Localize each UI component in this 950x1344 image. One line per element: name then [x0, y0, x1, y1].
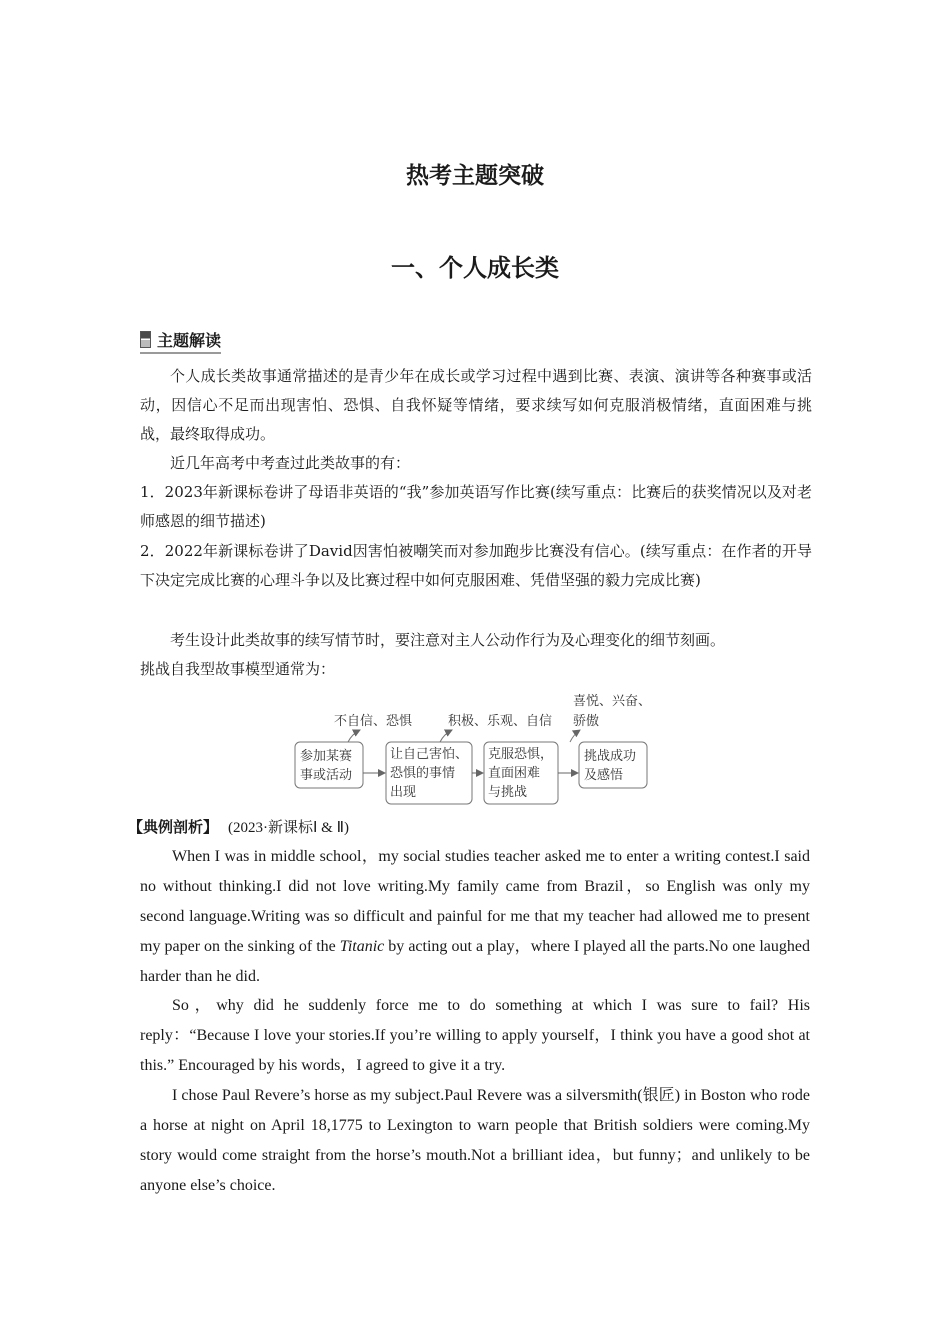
passage-p1-after: by acting out a play，where I played all the parts.No one laughed harder than he did. [140, 938, 810, 985]
example-source: (2023·新课标Ⅰ & Ⅱ) [228, 820, 349, 836]
exam-item-1: 1．2023年新课标卷讲了母语非英语的“我”参加英语写作比赛(续写重点：比赛后的获奖情况以及对老师感恩的细节描述) [140, 483, 812, 530]
example-label [128, 815, 349, 840]
emotion-connector-1 [348, 730, 360, 742]
sub-heading-label: 主题解读 [157, 330, 222, 350]
model-box-4-line-1: 挑战成功 [584, 749, 637, 764]
exam-item-2: 2．2022年新课标卷讲了David因害怕被嘲笑而对参加跑步比赛没有信心。(续写重点：在作者的开导下决定完成比赛的心理斗争以及比赛过程中如何克服困难、凭借坚强的毅力完成比赛) [140, 542, 812, 589]
model-box-1-line-2: 事或活动 [300, 768, 353, 783]
model-box-2-line-3: 出现 [390, 785, 417, 800]
model-box-3-line-3: 与挑战 [488, 785, 528, 800]
intro-paragraph: 个人成长类故事通常描述的是青少年在成长或学习过程中遇到比赛、表演、演讲等各种赛事或活动，因信心不足而出现害怕、恐惧、自我怀疑等情绪，要求续写如何克服消极情绪，直面困难与挑战，最终取得成功。 [140, 367, 812, 443]
emotion-label-2: 积极、乐观、自信 [448, 714, 553, 729]
square-bullet-icon [140, 331, 151, 348]
writing-tip: 考生设计此类故事的续写情节时，要注意对主人公动作行为及心理变化的细节刻画。 [170, 631, 726, 649]
emotion-connector-3 [570, 730, 580, 742]
example-label-title: 【典例剖析】 [128, 818, 219, 836]
page-title: 热考主题突破 [406, 163, 544, 189]
section-title: 一、个人成长类 [391, 254, 559, 282]
model-box-3-line-2: 直面困难 [488, 766, 541, 781]
model-box-2-line-1: 让自己害怕、 [390, 747, 469, 762]
sub-heading [140, 327, 221, 354]
passage-paragraph-1 [140, 842, 810, 992]
emotion-connector-2 [440, 730, 452, 742]
passage-paragraph-2: So，why did he suddenly force me to do something at which I was sure to fail? His reply：“Because I love your stories.If you’re willing to apply yourself，I think you have a good shot at this.” Encouraged by his words，I agreed to give it a try. [140, 997, 810, 1074]
story-model-diagram [290, 690, 670, 808]
emotion-label-3a: 喜悦、兴奋、 [573, 694, 652, 709]
emotion-label-1: 不自信、恐惧 [334, 714, 413, 729]
intro-lead: 近几年高考中考查过此类故事的有： [170, 454, 411, 472]
model-box-2-line-2: 恐惧的事情 [390, 766, 456, 781]
passage-p1-before: When I was in middle school，my social studies teacher asked me to enter a writing contest.I said no without thinking.I did not love writing.My family came from Brazil，so English was only my second language.Writing was so difficult and painful for me that my teacher had allowed me to present my paper on the sinking of the [140, 848, 810, 955]
model-box-4-line-2: 及感悟 [584, 768, 624, 783]
passage-paragraph-3: I chose Paul Revere’s horse as my subject.Paul Revere was a silversmith(银匠) in Boston who rode a horse at night on April 18,1775 to Lexington to warn people that British soldiers were coming.My story would come straight from the horse’s mouth.Not a brilliant idea，but funny；and unlikely to be anyone else’s choice. [140, 1087, 810, 1194]
model-box-3-line-1: 克服恐惧， [488, 747, 554, 762]
emotion-label-3b: 骄傲 [573, 714, 600, 729]
model-lead: 挑战自我型故事模型通常为： [140, 660, 336, 678]
model-box-1-line-1: 参加某赛 [300, 749, 353, 764]
titanic-title: Titanic [339, 938, 385, 955]
